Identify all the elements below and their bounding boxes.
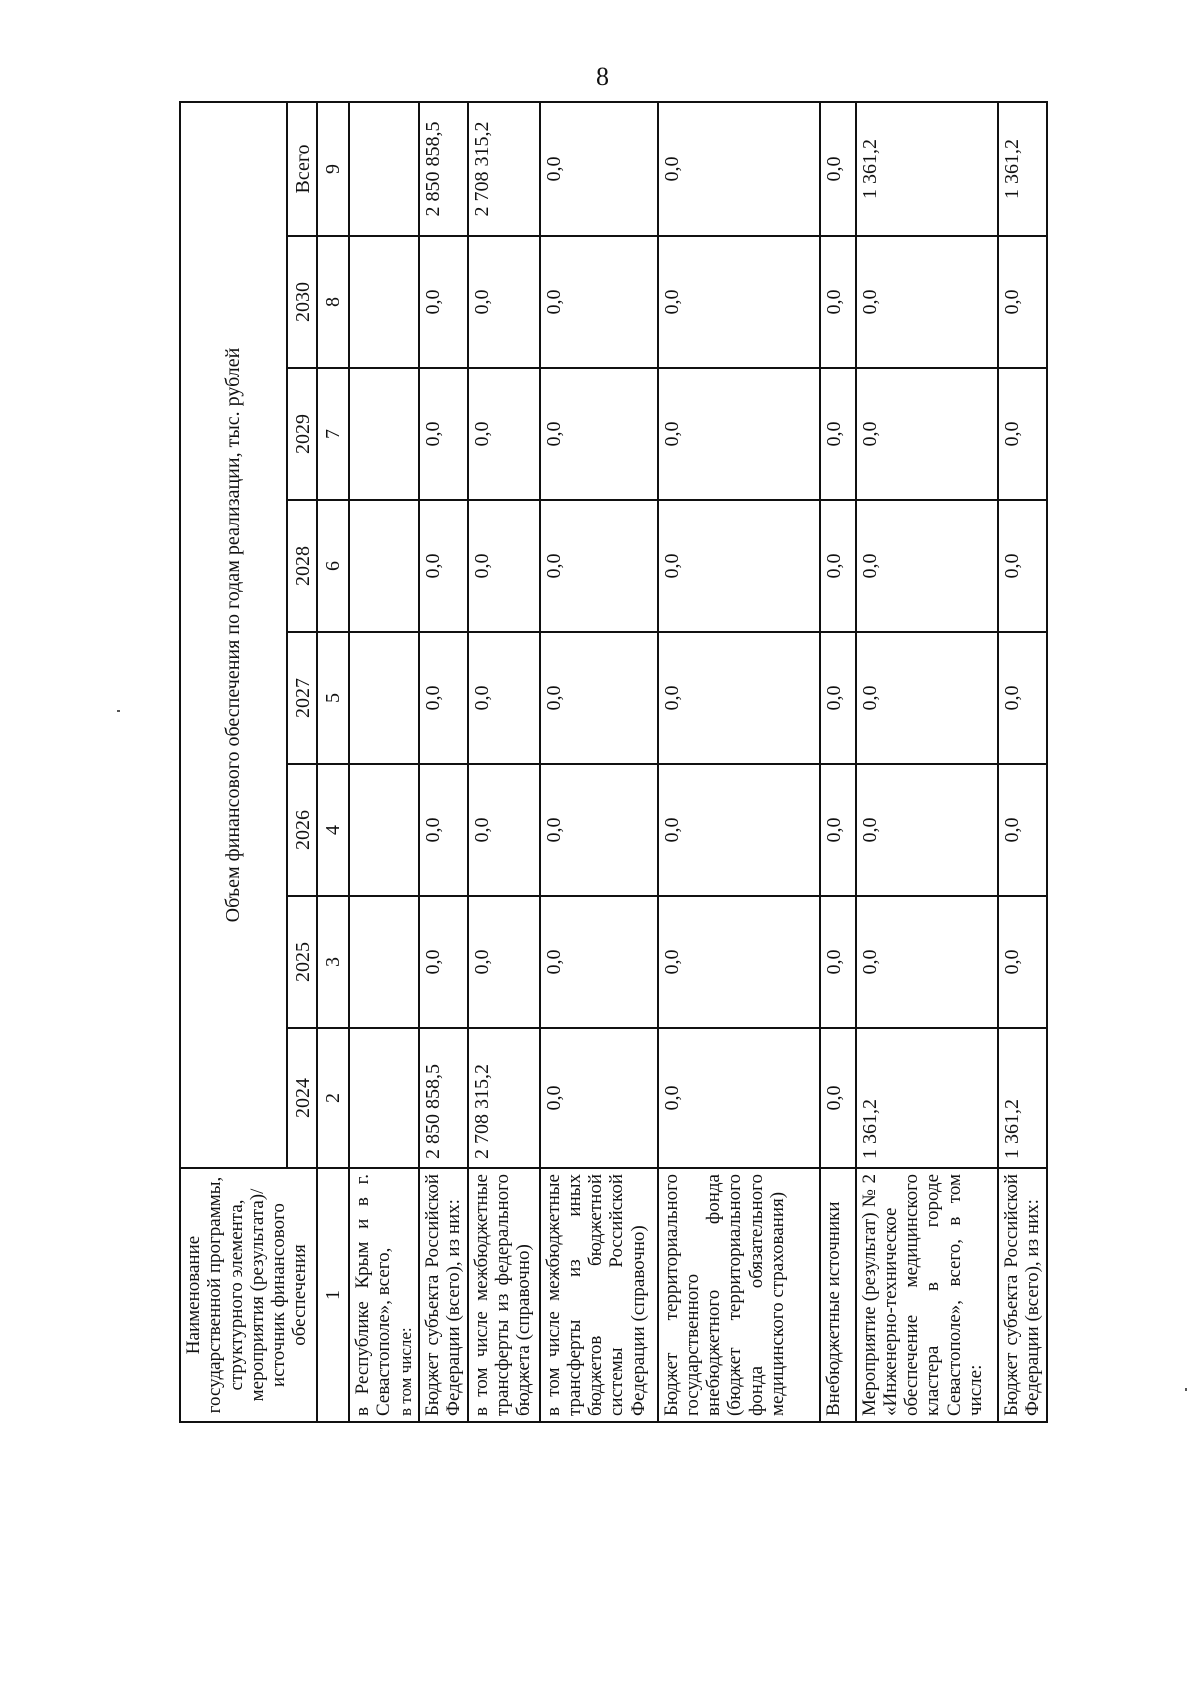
value-cell: 0,0	[419, 632, 468, 764]
column-number: 6	[317, 500, 349, 632]
row-name-text: в Республике Крым и в г. Севастополе», всего,	[352, 1174, 395, 1416]
value-cell: 0,0	[468, 764, 540, 896]
year-header: 2029	[287, 368, 317, 500]
value-cell: 0,0	[998, 500, 1047, 632]
value-cell: 0,0	[998, 896, 1047, 1028]
column-number: 9	[317, 102, 349, 236]
value-cell: 0,0	[658, 236, 820, 368]
financing-volume-header: Объем финансового обеспечения по годам реализации, тыс. рублей	[180, 102, 287, 1168]
table-row	[540, 102, 658, 1422]
column-number: 1	[317, 1168, 349, 1422]
value-cell: 0,0	[419, 500, 468, 632]
row-name: в том числе межбюджетные трансферты из иных бюджетов бюджетной системы Российской Федерации (справочно)	[540, 1168, 658, 1422]
column-number: 5	[317, 632, 349, 764]
rotated-table-wrapper	[179, 103, 1043, 1423]
row-name: Бюджет субъекта Российской Федерации (всего), из них:	[998, 1168, 1047, 1422]
value-cell: 0,0	[856, 632, 998, 764]
value-cell: 1 361,2	[856, 1028, 998, 1168]
row-name-suffix: в том числе:	[395, 1327, 415, 1416]
year-header: 2024	[287, 1028, 317, 1168]
value-cell: 0,0	[820, 236, 856, 368]
value-cell: 0,0	[998, 236, 1047, 368]
total-header: Всего	[287, 102, 317, 236]
table-row	[419, 102, 468, 1422]
value-cell: 0,0	[540, 764, 658, 896]
value-cell: 0,0	[856, 896, 998, 1028]
value-cell: 0,0	[540, 632, 658, 764]
value-cell: 0,0	[820, 500, 856, 632]
year-header: 2027	[287, 632, 317, 764]
value-cell: 0,0	[419, 368, 468, 500]
column-number: 8	[317, 236, 349, 368]
value-cell	[349, 896, 419, 1028]
value-cell: 0,0	[468, 236, 540, 368]
value-cell: 0,0	[540, 236, 658, 368]
value-cell: 0,0	[998, 764, 1047, 896]
year-header: 2030	[287, 236, 317, 368]
value-cell	[349, 632, 419, 764]
column-number: 4	[317, 764, 349, 896]
value-cell: 0,0	[540, 102, 658, 236]
value-cell: 0,0	[468, 500, 540, 632]
value-cell: 0,0	[419, 236, 468, 368]
value-cell: 0,0	[540, 896, 658, 1028]
row-name: Бюджет территориального государственного внебюджетного фонда (бюджет территориального фонда обязательного медицинского страхования)	[658, 1168, 820, 1422]
value-cell: 1 361,2	[856, 102, 998, 236]
value-cell: 0,0	[468, 632, 540, 764]
table-row	[998, 102, 1047, 1422]
value-cell: 0,0	[856, 500, 998, 632]
row-name: в том числе межбюджетные трансферты из федерального бюджета (справочно)	[468, 1168, 540, 1422]
value-cell: 0,0	[820, 1028, 856, 1168]
value-cell: 0,0	[658, 1028, 820, 1168]
value-cell: 1 361,2	[998, 1028, 1047, 1168]
value-cell: 0,0	[820, 368, 856, 500]
value-cell: 0,0	[856, 764, 998, 896]
value-cell: 0,0	[419, 896, 468, 1028]
value-cell: 2 708 315,2	[468, 102, 540, 236]
value-cell: 0,0	[856, 236, 998, 368]
value-cell	[349, 236, 419, 368]
value-cell: 0,0	[468, 896, 540, 1028]
year-header: 2026	[287, 764, 317, 896]
value-cell: 0,0	[820, 632, 856, 764]
value-cell: 0,0	[998, 632, 1047, 764]
value-cell: 0,0	[540, 368, 658, 500]
scan-speck	[117, 710, 120, 712]
value-cell: 2 850 858,5	[419, 102, 468, 236]
value-cell: 0,0	[658, 764, 820, 896]
row-name	[349, 1168, 419, 1422]
value-cell	[349, 1028, 419, 1168]
value-cell: 0,0	[468, 368, 540, 500]
year-header: 2025	[287, 896, 317, 1028]
year-header: 2028	[287, 500, 317, 632]
row-name: Мероприятие (результат) № 2 «Инженерно-техническое обеспечение медицинского кластера в городе Севастополе», всего, в том числе:	[856, 1168, 998, 1422]
value-cell: 0,0	[820, 102, 856, 236]
table-row	[856, 102, 998, 1422]
column-number: 3	[317, 896, 349, 1028]
value-cell	[349, 102, 419, 236]
program-name-header: Наименование государственной программы, структурного элемента, мероприятия (результата)/источник финансового обеспечения	[180, 1168, 317, 1422]
row-name: Бюджет субъекта Российской Федерации (всего), из них:	[419, 1168, 468, 1422]
scan-speck	[1185, 1388, 1187, 1391]
table-row	[820, 102, 856, 1422]
value-cell: 0,0	[658, 368, 820, 500]
value-cell: 2 708 315,2	[468, 1028, 540, 1168]
value-cell	[349, 764, 419, 896]
column-number: 7	[317, 368, 349, 500]
value-cell: 0,0	[540, 1028, 658, 1168]
table-row	[349, 102, 419, 1422]
value-cell: 0,0	[658, 632, 820, 764]
column-number: 2	[317, 1028, 349, 1168]
value-cell	[349, 500, 419, 632]
value-cell	[349, 368, 419, 500]
page-number: 8	[596, 62, 609, 91]
financing-table	[179, 101, 1048, 1423]
value-cell: 0,0	[856, 368, 998, 500]
value-cell: 0,0	[998, 368, 1047, 500]
value-cell: 1 361,2	[998, 102, 1047, 236]
table-row	[468, 102, 540, 1422]
value-cell: 0,0	[820, 896, 856, 1028]
value-cell: 2 850 858,5	[419, 1028, 468, 1168]
value-cell: 0,0	[658, 896, 820, 1028]
value-cell: 0,0	[540, 500, 658, 632]
table-row	[658, 102, 820, 1422]
value-cell: 0,0	[658, 500, 820, 632]
value-cell: 0,0	[419, 764, 468, 896]
row-name: Внебюджетные источники	[820, 1168, 856, 1422]
value-cell: 0,0	[658, 102, 820, 236]
value-cell: 0,0	[820, 764, 856, 896]
